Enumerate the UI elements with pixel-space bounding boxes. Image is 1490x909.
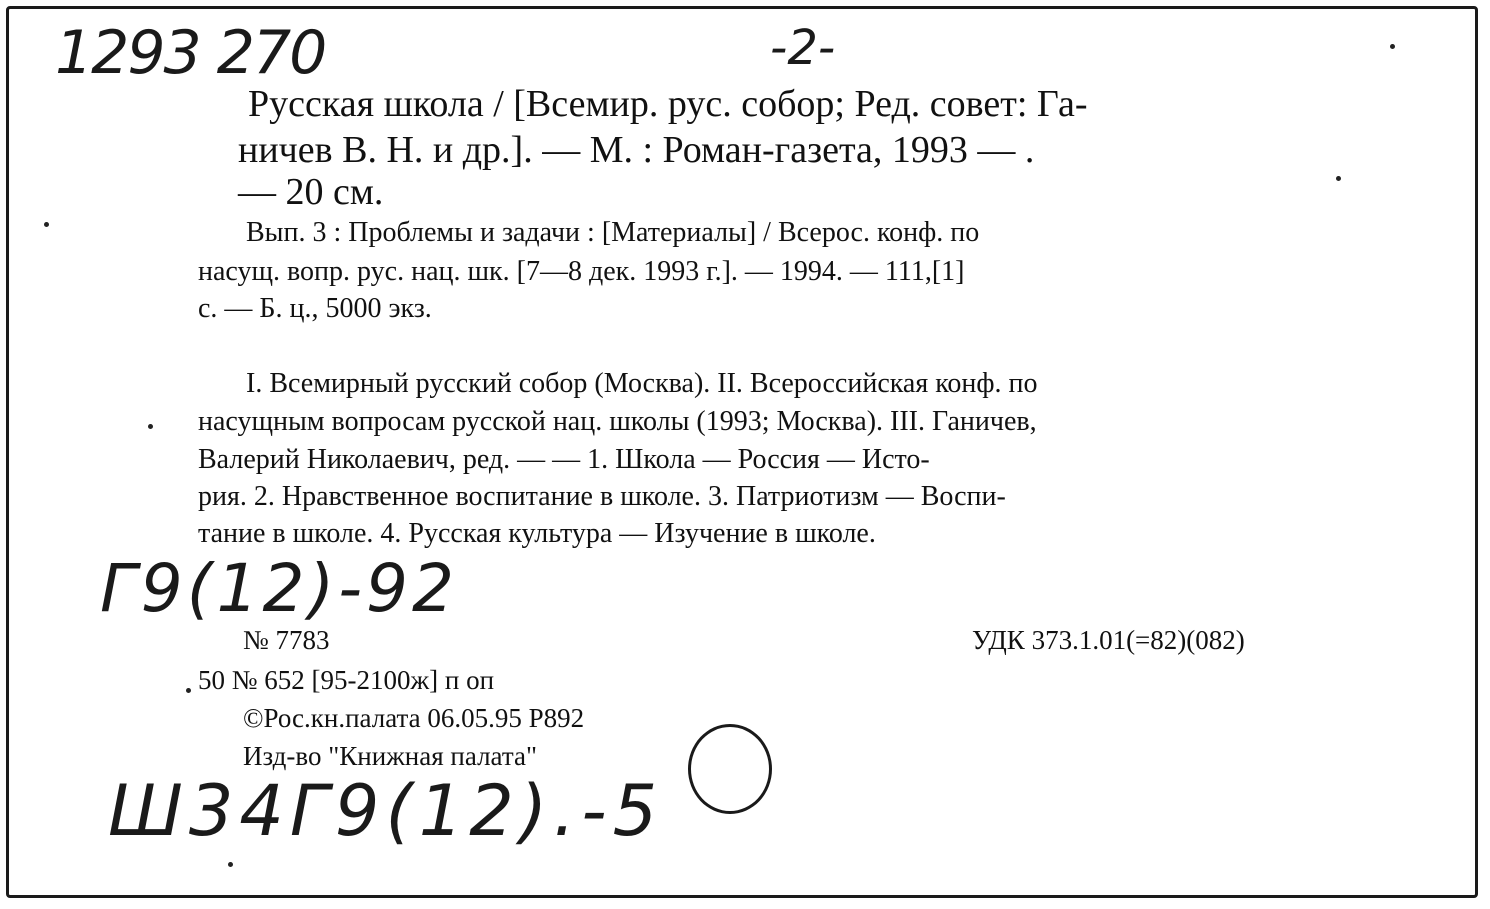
- title-line: Русская школа / [Всемир. рус. собор; Ред. совет: Га-: [248, 83, 1088, 125]
- ink-speck: [44, 222, 49, 227]
- publisher-line: Изд-во "Книжная палата": [243, 741, 537, 771]
- ink-speck: [148, 424, 153, 429]
- subject-heading-line: Валерий Николаевич, ред. — — 1. Школа — Россия — Исто-: [198, 444, 930, 475]
- ink-speck: [1390, 44, 1395, 49]
- copyright-line: ©Рос.кн.палата 06.05.95 Р892: [243, 703, 585, 733]
- issue-line: насущ. вопр. рус. нац. шк. [7—8 дек. 1993 г.]. — 1994. — 111,[1]: [198, 256, 965, 287]
- udk-classification: УДК 373.1.01(=82)(082): [972, 625, 1245, 655]
- issue-line: с. — Б. ц., 5000 экз.: [198, 293, 432, 324]
- title-line: ничев В. Н. и др.]. — М. : Роман-газета, 1993 — .: [238, 129, 1035, 171]
- subject-heading-line: рия. 2. Нравственное воспитание в школе. 3. Патриотизм — Воспи-: [198, 481, 1006, 512]
- title-line: — 20 см.: [238, 171, 384, 213]
- subject-heading-line: насущным вопросам русской нац. школы (1993; Москва). III. Ганичев,: [198, 406, 1037, 437]
- handwritten-shelf-mark: Г9(12)-92: [100, 550, 459, 627]
- handwritten-call-number: Ш34Г9(12).-5: [108, 770, 664, 852]
- reference-line: 50 № 652 [95-2100ж] п оп: [198, 665, 495, 695]
- handwritten-inventory-number: 1293 270: [55, 18, 326, 88]
- ink-speck: [186, 688, 191, 693]
- ink-speck: [228, 862, 233, 867]
- subject-heading-line: тание в школе. 4. Русская культура — Изучение в школе.: [198, 518, 876, 549]
- ink-speck: [1336, 176, 1341, 181]
- subject-heading-line: I. Всемирный русский собор (Москва). II. Всероссийская конф. по: [246, 368, 1038, 399]
- punch-hole-circle: [688, 724, 772, 814]
- record-number: № 7783: [243, 625, 330, 655]
- handwritten-page-number: -2-: [770, 20, 836, 76]
- issue-line: Вып. 3 : Проблемы и задачи : [Материалы] / Всерос. конф. по: [246, 217, 980, 248]
